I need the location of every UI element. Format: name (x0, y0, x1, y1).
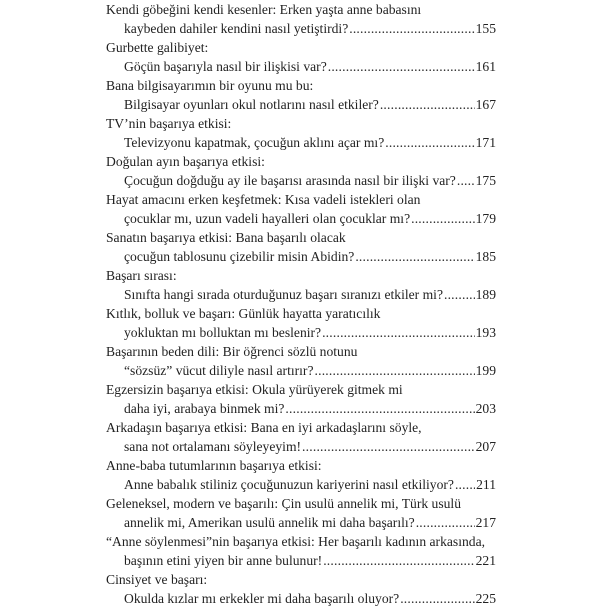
toc-entry (106, 228, 496, 266)
page-number: 217 (475, 515, 496, 530)
toc-entry-heading: Egzersizin başarıya etkisi: Okula yürüyerek gitmek mi (106, 382, 403, 397)
toc-entry-last-line (106, 247, 496, 266)
toc-entry-last-line (106, 171, 496, 190)
dot-leader (380, 95, 475, 114)
toc-entry (106, 380, 496, 418)
toc-entry-last-line (106, 475, 496, 494)
toc-entry-text: Televizyonu kapatmak, çocuğun aklını açar mı? (124, 135, 385, 150)
page-number: 179 (475, 211, 496, 226)
toc-entry (106, 532, 496, 570)
toc-entry-last-line (106, 589, 496, 608)
toc-entry-heading: Anne-baba tutumlarının başarıya etkisi: (106, 458, 322, 473)
toc-entry-last-line (106, 323, 496, 342)
toc-entry-heading: Arkadaşın başarıya etkisi: Bana en iyi arkadaşlarını söyle, (106, 420, 422, 435)
toc-entry-text: “sözsüz” vücut diliyle nasıl artırır? (124, 363, 314, 378)
toc-entry-text: çocuklar mı, uzun vadeli hayalleri olan çocuklar mı? (124, 211, 411, 226)
toc-entry-text: daha iyi, arabaya binmek mi? (124, 401, 285, 416)
dot-leader (322, 323, 475, 342)
page-number: 225 (475, 591, 496, 606)
toc-entry-last-line (106, 285, 496, 304)
page-number: 193 (475, 325, 496, 340)
toc-entry (106, 342, 496, 380)
toc-entry (106, 114, 496, 152)
toc-entry-last-line (106, 95, 496, 114)
toc-entry-heading: Başarının beden dili: Bir öğrenci sözlü notunu (106, 344, 358, 359)
dot-leader (323, 551, 474, 570)
dot-leader (455, 475, 475, 494)
page-number: 207 (475, 439, 496, 454)
toc-entry-text: yokluktan mı bolluktan mı beslenir? (124, 325, 322, 340)
toc-entry-last-line (106, 57, 496, 76)
dot-leader (315, 361, 475, 380)
toc-entry (106, 570, 496, 608)
toc-entry-last-line (106, 361, 496, 380)
dot-leader (328, 57, 475, 76)
toc-entry-heading: Başarı sırası: (106, 268, 177, 283)
page-number: 189 (475, 287, 496, 302)
toc-entry-text: çocuğun tablosunu çizebilir misin Abidin? (124, 249, 355, 264)
toc-entry-text: Çocuğun doğduğu ay ile başarısı arasında nasıl bir ilişki var? (124, 173, 456, 188)
toc-entry-heading: Hayat amacını erken keşfetmek: Kısa vadeli istekleri olan (106, 192, 421, 207)
toc-entry-last-line (106, 513, 496, 532)
toc-entry (106, 38, 496, 76)
dot-leader (285, 399, 474, 418)
toc-entry-heading: Doğulan ayın başarıya etkisi: (106, 154, 265, 169)
toc-entry (106, 418, 496, 456)
dot-leader (302, 437, 475, 456)
page-number: 155 (475, 21, 496, 36)
dot-leader (444, 285, 475, 304)
toc-entry-text: Sınıfta hangi sırada oturduğunuz başarı sıranızı etkiler mi? (124, 287, 443, 302)
toc-entry-heading: Bana bilgisayarımın bir oyunu mu bu: (106, 78, 314, 93)
table-of-contents (106, 0, 496, 608)
toc-entry-text: annelik mi, Amerikan usulü annelik mi daha başarılı? (124, 515, 415, 530)
toc-entry (106, 0, 496, 38)
toc-entry-last-line (106, 19, 496, 38)
toc-entry (106, 456, 496, 494)
toc-entry (106, 190, 496, 228)
page-number: 171 (475, 135, 496, 150)
toc-entry (106, 152, 496, 190)
toc-entry (106, 494, 496, 532)
dot-leader (385, 133, 474, 152)
toc-entry-text: Anne babalık stiliniz çocuğunuzun kariyerini nasıl etkiliyor? (124, 477, 454, 492)
page-number: 203 (475, 401, 496, 416)
toc-entry (106, 76, 496, 114)
toc-entry-text: kaybeden dahiler kendini nasıl yetiştirdi? (124, 21, 349, 36)
page-number: 167 (475, 97, 496, 112)
toc-entry-heading: Geleneksel, modern ve başarılı: Çin usulü annelik mi, Türk usulü (106, 496, 462, 511)
toc-entry-last-line (106, 399, 496, 418)
toc-entry-last-line (106, 209, 496, 228)
toc-entry (106, 266, 496, 304)
toc-entry-text: sana not ortalamanı söyleyeyim! (124, 439, 302, 454)
toc-entry-heading: Gurbette galibiyet: (106, 40, 209, 55)
page-number: 175 (475, 173, 496, 188)
dot-leader (457, 171, 475, 190)
dot-leader (349, 19, 474, 38)
toc-entry-text: Bilgisayar oyunları okul notlarını nasıl etkiler? (124, 97, 379, 112)
toc-entry-text: başının etini yiyen bir anne bulunur! (124, 553, 323, 568)
toc-entry-text: Göçün başarıyla nasıl bir ilişkisi var? (124, 59, 327, 74)
page-number: 221 (475, 553, 496, 568)
page-number: 211 (476, 477, 496, 492)
toc-entry-heading: TV’nin başarıya etkisi: (106, 116, 232, 131)
toc-entry-heading: Kendi göbeğini kendi kesenler: Erken yaşta anne babasını (106, 2, 422, 17)
toc-entry-last-line (106, 437, 496, 456)
dot-leader (411, 209, 475, 228)
page-number: 185 (475, 249, 496, 264)
dot-leader (416, 513, 475, 532)
toc-entry (106, 304, 496, 342)
page-number: 199 (475, 363, 496, 378)
toc-entry-heading: Sanatın başarıya etkisi: Bana başarılı olacak (106, 230, 346, 245)
page-number: 161 (475, 59, 496, 74)
toc-entry-heading: “Anne söylenmesi”nin başarıya etkisi: Her başarılı kadının arkasında, (106, 534, 485, 549)
dot-leader (355, 247, 474, 266)
dot-leader (400, 589, 474, 608)
toc-entry-heading: Cinsiyet ve başarı: (106, 572, 208, 587)
toc-entry-last-line (106, 133, 496, 152)
toc-entry-last-line (106, 551, 496, 570)
toc-entry-heading: Kıtlık, bolluk ve başarı: Günlük hayatta yaratıcılık (106, 306, 381, 321)
toc-entry-text: Okulda kızlar mı erkekler mi daha başarılı oluyor? (124, 591, 400, 606)
